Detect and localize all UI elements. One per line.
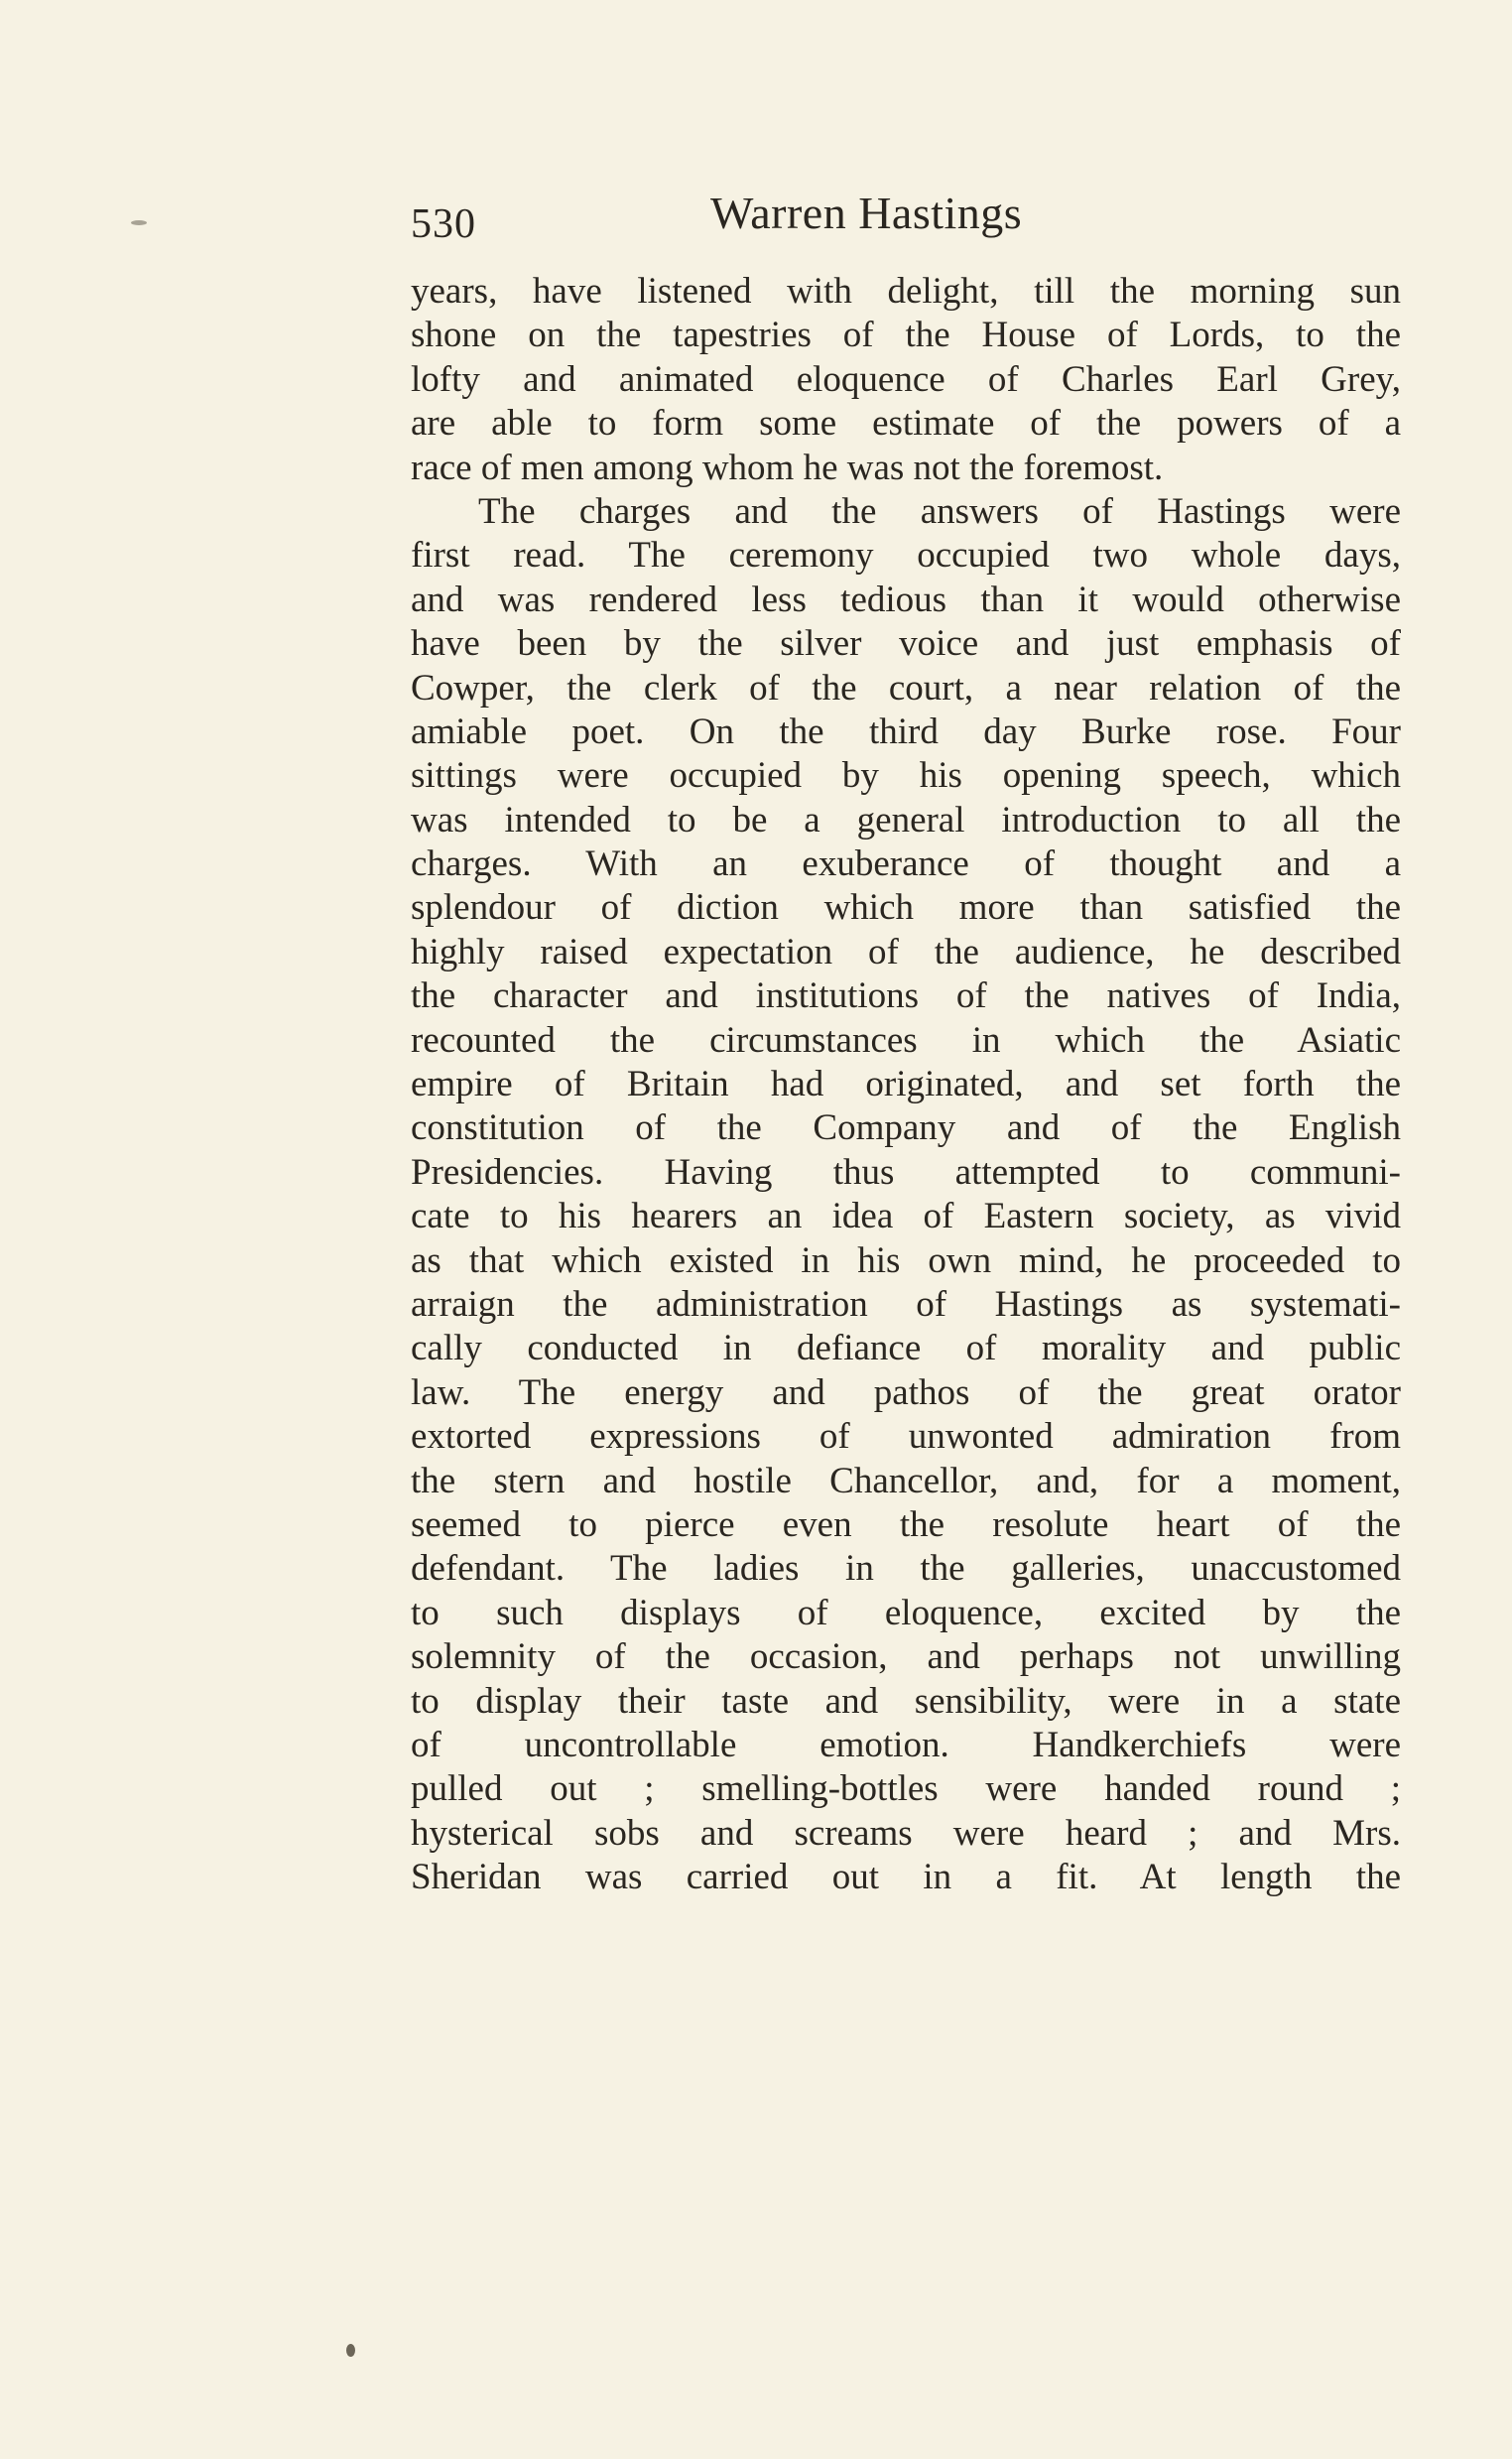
text-line: of uncontrollable emotion. Handkerchiefs were — [411, 1724, 1401, 1765]
text-line: hysterical sobs and screams were heard ; and Mrs. — [411, 1812, 1401, 1854]
text-line: Presidencies. Having thus attempted to communi- — [411, 1151, 1401, 1193]
text-line: Sheridan was carried out in a fit. At length the — [411, 1857, 1401, 1898]
text-line: Cowper, the clerk of the court, a near relation of the — [411, 667, 1401, 709]
paper-speck-mark — [131, 220, 147, 225]
page-header — [411, 187, 1403, 256]
text-line: defendant. The ladies in the galleries, unaccustomed — [411, 1548, 1401, 1590]
text-line: the stern and hostile Chancellor, and, for a moment, — [411, 1460, 1401, 1501]
text-line: solemnity of the occasion, and perhaps not unwilling — [411, 1636, 1401, 1678]
paper-speck-mark — [346, 2344, 355, 2357]
text-line: empire of Britain had originated, and set forth the — [411, 1064, 1401, 1105]
text-line: charges. With an exuberance of thought and a — [411, 843, 1401, 885]
running-title: Warren Hastings — [710, 188, 1023, 238]
body-text — [411, 270, 1401, 1899]
text-line: lofty and animated eloquence of Charles Earl Grey, — [411, 358, 1401, 400]
text-line-paragraph-start: The charges and the answers of Hastings were — [478, 490, 1401, 532]
text-line: splendour of diction which more than satisfied the — [411, 887, 1401, 929]
text-line: amiable poet. On the third day Burke rose. Four — [411, 711, 1401, 752]
text-line: first read. The ceremony occupied two whole days, — [411, 535, 1401, 577]
text-line: are able to form some estimate of the powers of a — [411, 403, 1401, 445]
text-line: arraign the administration of Hastings as systemati- — [411, 1283, 1401, 1325]
text-line: as that which existed in his own mind, he proceeded to — [411, 1239, 1401, 1281]
text-line: pulled out ; smelling-bottles were handed round ; — [411, 1768, 1401, 1810]
text-line: the character and institutions of the natives of India, — [411, 975, 1401, 1017]
text-line: highly raised expectation of the audience, he described — [411, 931, 1401, 972]
text-line: to display their taste and sensibility, were in a state — [411, 1680, 1401, 1722]
text-line: years, have listened with delight, till the morning sun — [411, 271, 1401, 312]
text-line: and was rendered less tedious than it would otherwise — [411, 579, 1401, 620]
page-number: 530 — [411, 201, 476, 247]
text-line: law. The energy and pathos of the great orator — [411, 1371, 1401, 1413]
text-line: cate to his hearers an idea of Eastern society, as vivid — [411, 1196, 1401, 1237]
text-line-paragraph-end: race of men among whom he was not the foremost. — [411, 447, 1164, 488]
text-line: seemed to pierce even the resolute heart of the — [411, 1503, 1401, 1545]
text-line: extorted expressions of unwonted admiration from — [411, 1416, 1401, 1458]
text-line: cally conducted in defiance of morality and public — [411, 1328, 1401, 1369]
text-line: have been by the silver voice and just emphasis of — [411, 623, 1401, 665]
text-line: constitution of the Company and of the English — [411, 1107, 1401, 1149]
text-line: was intended to be a general introduction to all the — [411, 799, 1401, 841]
text-line: to such displays of eloquence, excited by the — [411, 1592, 1401, 1633]
text-line: recounted the circumstances in which the Asiatic — [411, 1019, 1401, 1061]
text-line: sittings were occupied by his opening speech, which — [411, 755, 1401, 797]
text-line: shone on the tapestries of the House of Lords, to the — [411, 315, 1401, 356]
